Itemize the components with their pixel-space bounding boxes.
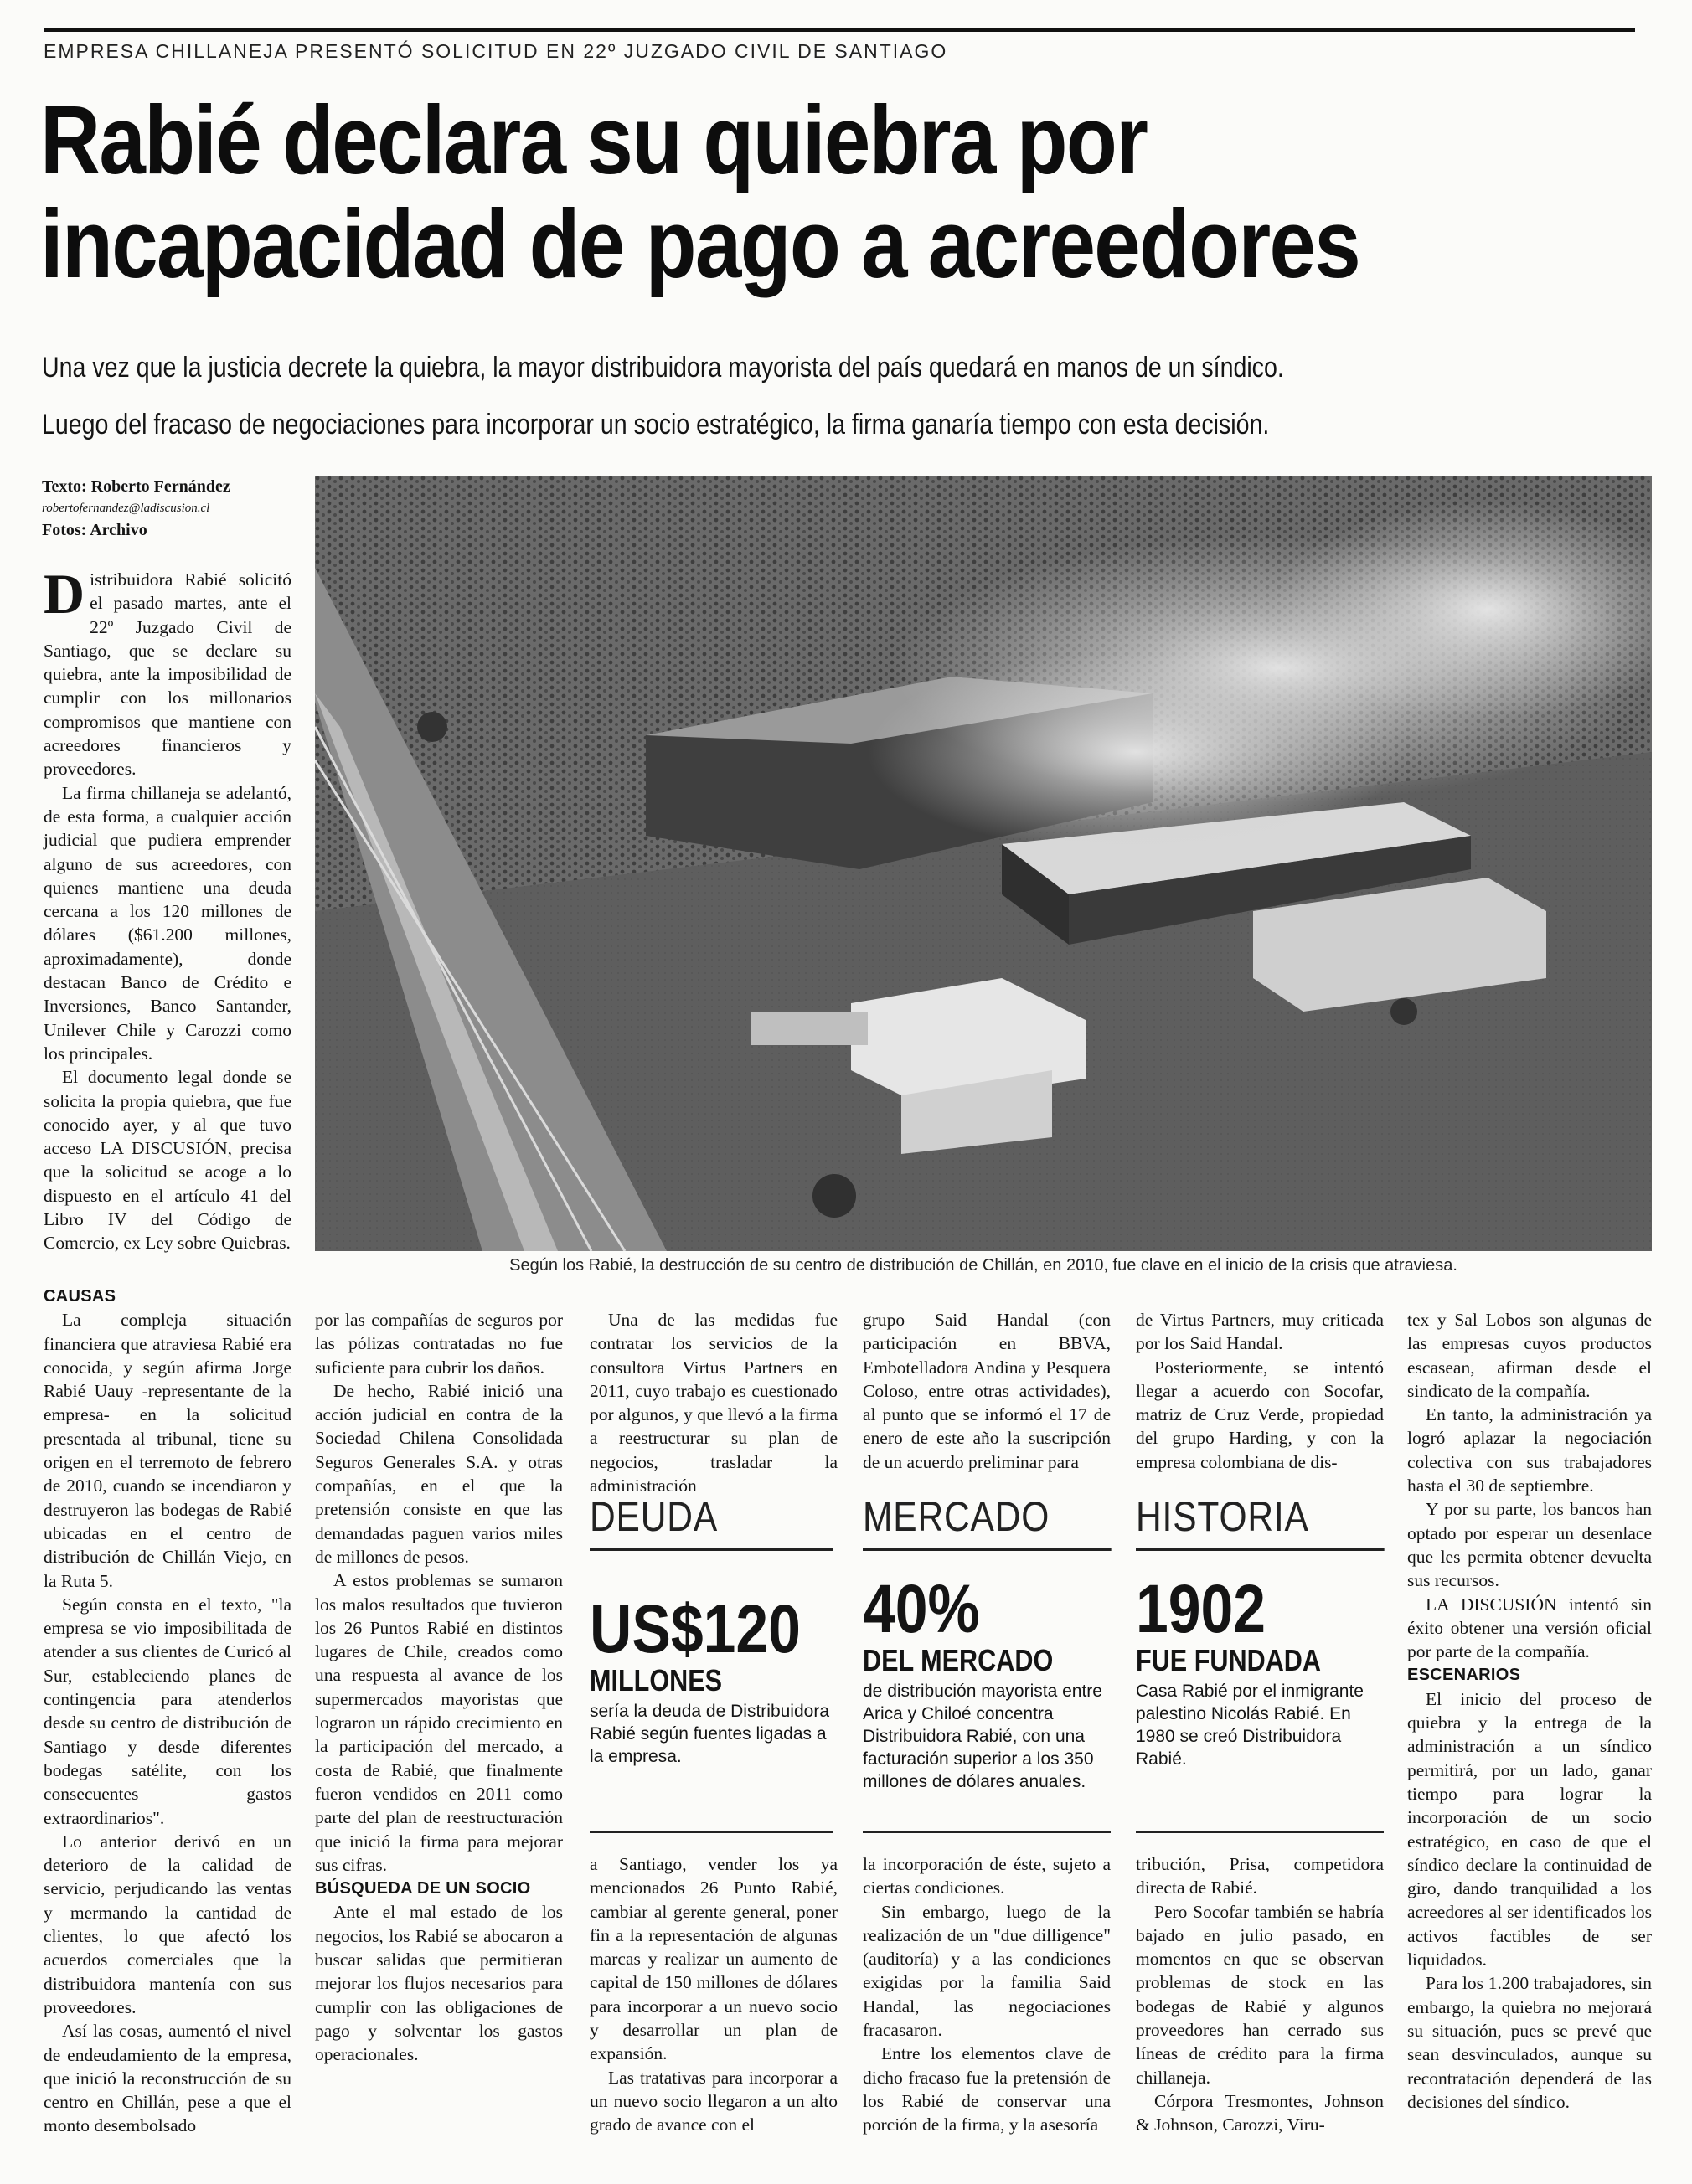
column-4-paragraph-top: grupo Said Handal (con participación en BBVA, Embotelladora Andina y Pesquera Coloso, entre otras actividades), al punto que se informó el 17 de enero de este año la suscripción de un acuerdo preliminar para [863, 1310, 1111, 1472]
fact-box-historia-rule [1136, 1831, 1384, 1833]
column-3-bottom [590, 1852, 838, 2137]
column-4-paragraph-3: Entre los elementos clave de dicho fracaso fue la pretensión de los Rabié de conservar una porción de la firma, y la asesoría [863, 2043, 1111, 2135]
aerial-photo-illustration [315, 476, 1652, 1251]
fact-box-mercado-figure: 40% [863, 1571, 980, 1647]
column-6-paragraph-5: El inicio del proceso de quiebra y la entrega de la administración a un síndico permitirá, por un lado, ganar tiempo para lograr la incorporación de un socio estratégico, en caso de que el síndico declare la continuidad de giro, dando tranquilidad a los acreedores al ser identificados los activos factibles de ser liquidados. [1407, 1688, 1652, 1970]
column-4-bottom [863, 1852, 1111, 2137]
deck-line-1: Una vez que la justicia decrete la quiebra, la mayor distribuidora mayorista del país quedará en manos de un síndico. [42, 352, 1284, 384]
kicker: EMPRESA CHILLANEJA PRESENTÓ SOLICITUD EN 22º JUZGADO CIVIL DE SANTIAGO [44, 40, 948, 62]
fact-box-historia-unit: FUE FUNDADA [1136, 1643, 1321, 1677]
subhead-busqueda: BÚSQUEDA DE UN SOCIO [315, 1879, 531, 1898]
byline-photos: Fotos: Archivo [42, 521, 147, 539]
top-rule [44, 28, 1635, 32]
subhead-escenarios: ESCENARIOS [1407, 1666, 1521, 1685]
column-6-paragraph-6: Para los 1.200 trabajadores, sin embargo, la quiebra no mejorará su situación, pues se prevé que sean desvinculados, aunque su recontratación dependerá de las decisiones del síndico. [1407, 1973, 1652, 2112]
column-6-paragraph-2: En tanto, la administración ya logró aplazar la negociación colectiva con sus trabajadores hasta el 30 de septiembre. [1407, 1404, 1652, 1496]
column-2-paragraph-4: Ante el mal estado de los negocios, los Rabié se abocaron a buscar salidas que permitieran mejorar los flujos necesarios para cumplir con las obligaciones de pago y solventar los gastos operacionales. [315, 1902, 563, 2065]
column-4-paragraph-1: la incorporación de éste, sujeto a ciertas condiciones. [863, 1854, 1111, 1898]
fact-box-historia-title: HISTORIA [1136, 1492, 1385, 1551]
fact-box-deuda-unit: MILLONES [590, 1663, 723, 1697]
column-4-top [863, 1308, 1111, 1474]
column-1 [44, 1285, 291, 2138]
column-1-paragraph-4: Así las cosas, aumentó el nivel de endeudamiento de la empresa, que inició la reconstrucción de su centro en Chillán, pese a que el monto desembolsado [44, 2021, 291, 2136]
column-3-paragraph-2: Las tratativas para incorporar a un nuevo socio llegaron a un alto grado de avance con el [590, 2067, 838, 2135]
fact-box-deuda-figure: US$120 [590, 1591, 801, 1667]
byline-email: robertofernandez@ladiscusion.cl [42, 502, 210, 515]
column-5-paragraph-5: Córpora Tresmontes, Johnson & Johnson, Carozzi, Viru- [1136, 2090, 1384, 2135]
fact-box-historia [1136, 1492, 1384, 1836]
column-1-paragraph-1: La compleja situación financiera que atraviesa Rabié era conocida, y según afirma Jorge Rabié Uauy -representante de la empresa- en la solicitud presentada al tribunal, tiene su origen en el terremoto de febrero de 2010, cuando se incendiaron y destruyeron las bodegas de Rabié ubicadas en el centro de distribución de Chillán Viejo, en la Ruta 5. [44, 1310, 291, 1591]
byline [42, 476, 293, 541]
fact-box-deuda [590, 1492, 833, 1836]
column-6-paragraph-3: Y por su parte, los bancos han optado por esperar un desenlace que les permita obtener devuelta sus recursos. [1407, 1499, 1652, 1591]
column-2-paragraph-1: por las compañías de seguros por las pólizas contratadas no fue suficiente para cubrir los daños. [315, 1310, 563, 1378]
column-5-bottom [1136, 1852, 1384, 2137]
intro-paragraph-1: Distribuidora Rabié solicitó el pasado martes, ante el 22º Juzgado Civil de Santiago, que se declare su quiebra, ante la imposibilidad de cumplir con los millonarios compromisos que mantiene con acreedores financieros y proveedores. [44, 562, 291, 780]
fact-box-mercado-text: de distribución mayorista entre Arica y Chiloé concentra Distribuidora Rabié, con una facturación superior a los 350 millones de dólares anuales. [863, 1682, 1102, 1791]
column-6 [1407, 1308, 1652, 2114]
column-1-paragraph-3: Lo anterior derivó en un deterioro de la calidad de servicio, perjudicando las ventas y mermando la cantidad de clientes, lo que afectó los acuerdos comerciales que la distribuidora mantenía con sus proveedores. [44, 1831, 291, 2017]
column-3-paragraph-top: Una de las medidas fue contratar los servicios de la consultora Virtus Partners en 2011, cuyo trabajo es cuestionado por algunos, y que llevó a la firma a reestructurar su plan de negocios, trasladar la administración [590, 1310, 838, 1496]
column-2-paragraph-2: De hecho, Rabié inició una acción judicial en contra de la Sociedad Chilena Consolidada Seguros Generales S.A. y otras compañías, en el que la pretensión consiste en que las demandadas paguen varios miles de millones de pesos. [315, 1380, 563, 1567]
column-5-paragraph-3: tribución, Prisa, competidora directa de Rabié. [1136, 1854, 1384, 1898]
fact-box-deuda-rule [590, 1831, 833, 1833]
fact-box-mercado-rule [863, 1831, 1111, 1833]
column-5-paragraph-2: Posteriormente, se intentó llegar a acuerdo con Socofar, matriz de Cruz Verde, propiedad del grupo Harding, y con la empresa colombiana de dis- [1136, 1357, 1384, 1472]
column-1-paragraph-2: Según consta en el texto, "la empresa se vio imposibilitada de atender a sus clientes de Curicó al Sur, estableciendo planes de contingencia para atenderlos desde su centro de distribución de Santiago y desde diferentes bodegas satélite, con los consecuentes gastos extraordinarios". [44, 1594, 291, 1828]
aerial-photo [315, 476, 1652, 1251]
intro-paragraph-2: La firma chillaneja se adelantó, de esta forma, a cualquier acción judicial que pudiera emprender alguno de sus acreedores, con quienes mantiene una deuda cercana a los 120 millones de dólares ($61.200 millones, aproximadamente), donde destacan Banco de Crédito e Inversiones, Banco Santander, Unilever Chile y Carozzi como los principales. [44, 782, 291, 1064]
fact-box-mercado [863, 1492, 1111, 1836]
headline-line-1: Rabié declara su quiebra por [40, 85, 1148, 194]
intro-column [44, 562, 291, 1255]
headline-line-2: incapacidad de pago a acreedores [40, 189, 1360, 298]
column-6-paragraph-4: LA DISCUSIÓN intentó sin éxito obtener una versión oficial por parte de la compañía. [1407, 1594, 1652, 1662]
fact-box-mercado-unit: DEL MERCADO [863, 1643, 1054, 1677]
fact-box-deuda-title: DEUDA [590, 1492, 833, 1551]
byline-author: Texto: Roberto Fernández [42, 477, 230, 496]
column-2 [315, 1308, 563, 2067]
photo-caption: Según los Rabié, la destrucción de su centro de distribución de Chillán, en 2010, fue clave en el inicio de la crisis que atraviesa. [509, 1256, 1457, 1275]
column-4-paragraph-2: Sin embargo, luego de la realización de un "due dilligence" (auditoría) y a las condiciones exigidas por la familia Said Handal, las negociaciones fracasaron. [863, 1901, 1111, 2041]
drop-cap: D [44, 562, 85, 626]
column-5-paragraph-1: de Virtus Partners, muy criticada por los Said Handal. [1136, 1310, 1384, 1354]
fact-box-mercado-title: MERCADO [863, 1492, 1112, 1551]
fact-box-historia-text: Casa Rabié por el inmigrante palestino Nicolás Rabié. En 1980 se creó Distribuidora Rabié. [1136, 1682, 1364, 1769]
deck-line-2: Luego del fracaso de negociaciones para incorporar un socio estratégico, la firma ganaría tiempo con esta decisión. [42, 409, 1270, 440]
fact-box-historia-figure: 1902 [1136, 1571, 1266, 1647]
intro-paragraph-3: El documento legal donde se solicita la propia quiebra, que fue conocido ayer, y al que tuvo acceso LA DISCUSIÓN, precisa que la solicitud se acoge a lo dispuesto en el artículo 41 del Libro IV del Código de Comercio, ex Ley sobre Quiebras. [44, 1067, 291, 1254]
column-5-paragraph-4: Pero Socofar también se habría bajado en julio pasado, en momentos en que se observan problemas de stock en las bodegas de Rabié y algunos proveedores han cerrado sus líneas de crédito para la firma chillaneja. [1136, 1901, 1384, 2088]
subhead-causas: CAUSAS [44, 1287, 116, 1306]
column-5-top [1136, 1308, 1384, 1474]
headline [40, 85, 1409, 298]
column-6-paragraph-1: tex y Sal Lobos son algunas de las empresas cuyos productos escasean, afirman desde el sindicato de la compañía. [1407, 1310, 1652, 1401]
column-2-paragraph-3: A estos problemas se sumaron los malos resultados que tuvieron los 26 Puntos Rabié en distintos lugares de Chile, creados como una respuesta al avance de los supermercados mayoristas que lograron un rápido crecimiento en la participación del mercado, a costa de Rabié, que finalmente fueron vendidos en 2011 como parte del plan de reestructuración que inició la firma para mejorar sus cifras. [315, 1570, 563, 1875]
fact-box-deuda-text: sería la deuda de Distribuidora Rabié según fuentes ligadas a la empresa. [590, 1702, 830, 1766]
column-3-paragraph-1: a Santiago, vender los ya mencionados 26 Punto Rabié, cambiar al gerente general, poner fin a la representación de algunas marcas y realizar un aumento de capital de 150 millones de dólares para incorporar a un nuevo socio y desarrollar un plan de expansión. [590, 1854, 838, 2064]
column-3-top [590, 1308, 838, 1497]
